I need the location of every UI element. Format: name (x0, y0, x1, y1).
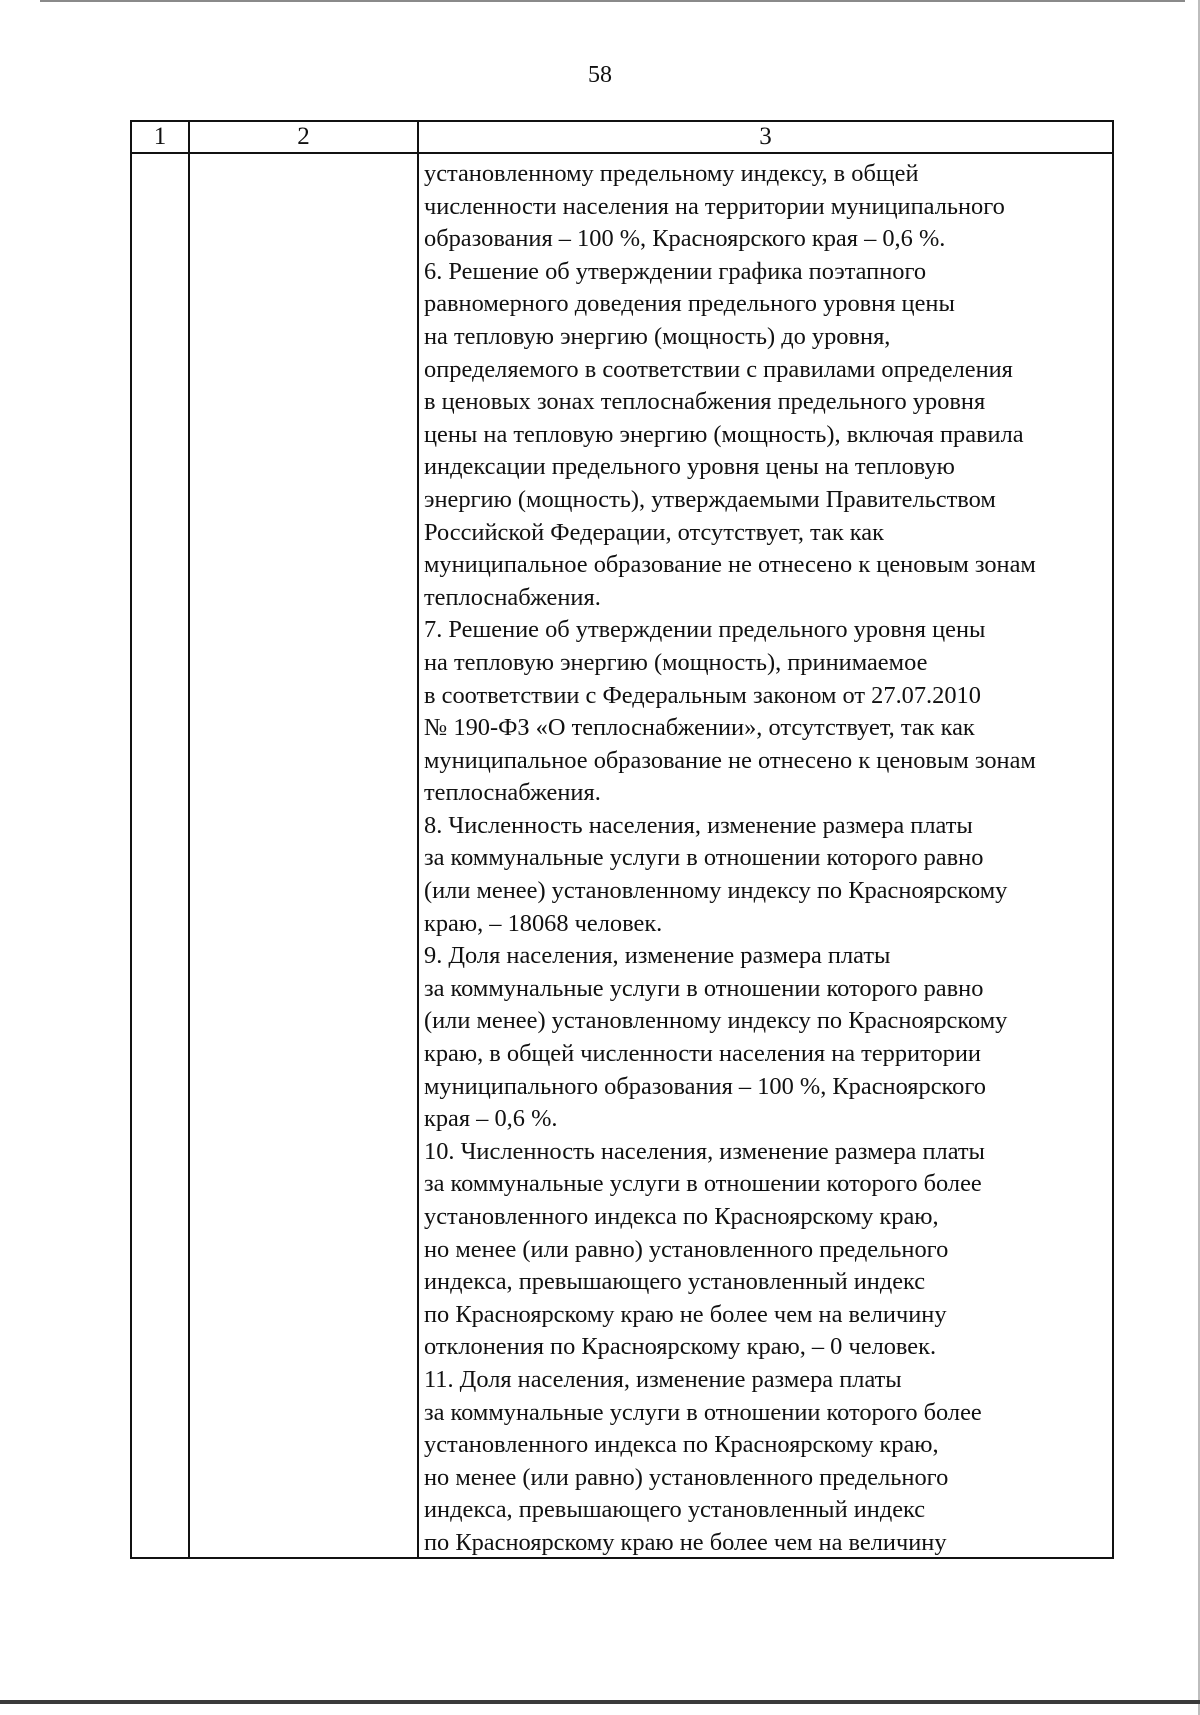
column-header-3: 3 (759, 123, 772, 150)
text-line: численности населения на территории муниципального (424, 192, 1005, 220)
text-line: муниципальное образование не отнесено к ценовым зонам (424, 551, 1036, 579)
text-line: за коммунальные услуги в отношении которого более (424, 1398, 982, 1426)
text-line: муниципальное образование не отнесено к ценовым зонам (424, 746, 1036, 774)
text-line: (или менее) установленному индексу по Красноярскому (424, 1007, 1008, 1035)
text-line: определяемого в соответствии с правилами определения (424, 355, 1013, 383)
text-line: образования – 100 %, Красноярского края – 0,6 %. (424, 225, 946, 253)
text-line: но менее (или равно) установленного предельного (424, 1463, 949, 1491)
text-line: энергию (мощность), утверждаемыми Правительством (424, 485, 996, 513)
text-line: на тепловую энергию (мощность), принимаемое (424, 648, 928, 676)
text-line: за коммунальные услуги в отношении которого более (424, 1170, 982, 1198)
text-line: краю, в общей численности населения на территории (424, 1040, 981, 1068)
text-line: индексации предельного уровня цены на тепловую (424, 453, 955, 481)
text-line: края – 0,6 %. (424, 1105, 558, 1133)
text-line: краю, – 18068 человек. (424, 909, 663, 937)
text-line: индекса, превышающего установленный индекс (424, 1268, 926, 1296)
text-line: индекса, превышающего установленный индекс (424, 1496, 926, 1524)
text-line: по Красноярскому краю не более чем на величину (424, 1300, 947, 1328)
column-3-text (424, 158, 1114, 1560)
text-line: по Красноярскому краю не более чем на величину (424, 1528, 947, 1556)
text-line: равномерного доведения предельного уровня цены (424, 290, 955, 318)
text-line: в ценовых зонах теплоснабжения предельного уровня (424, 388, 986, 416)
text-line: 7. Решение об утверждении предельного уровня цены (424, 616, 986, 644)
scan-edge-bottom (0, 1700, 1200, 1704)
text-line: Российской Федерации, отсутствует, так как (424, 518, 884, 546)
text-line: но менее (или равно) установленного предельного (424, 1235, 949, 1263)
text-line: 11. Доля населения, изменение размера платы (424, 1365, 902, 1393)
text-line: теплоснабжения. (424, 583, 601, 611)
column-divider-2 (417, 122, 419, 1557)
text-line: (или менее) установленному индексу по Красноярскому (424, 877, 1008, 905)
text-line: 10. Численность населения, изменение размера платы (424, 1137, 985, 1165)
text-line: установленного индекса по Красноярскому краю, (424, 1431, 939, 1459)
header-divider (132, 152, 1112, 154)
text-line: теплоснабжения. (424, 779, 601, 807)
column-header-2: 2 (297, 123, 310, 150)
text-line: за коммунальные услуги в отношении которого равно (424, 844, 984, 872)
text-line: установленного индекса по Красноярскому краю, (424, 1203, 939, 1230)
text-line: отклонения по Красноярскому краю, – 0 человек. (424, 1333, 937, 1361)
text-line: муниципального образования – 100 %, Красноярского (424, 1072, 986, 1100)
page-number: 58 (588, 62, 612, 88)
column-header-1: 1 (153, 123, 167, 150)
column-divider-1 (188, 122, 190, 1557)
text-line: 6. Решение об утверждении графика поэтапного (424, 257, 927, 285)
text-line: цены на тепловую энергию (мощность), включая правила (424, 420, 1024, 448)
text-line: за коммунальные услуги в отношении которого равно (424, 974, 984, 1002)
text-line: на тепловую энергию (мощность) до уровня, (424, 322, 891, 350)
text-line: 9. Доля населения, изменение размера платы (424, 942, 891, 970)
text-line: 8. Численность населения, изменение размера платы (424, 811, 973, 839)
text-line: № 190-ФЗ «О теплоснабжении», отсутствует, так как (424, 714, 975, 742)
text-line: установленному предельному индексу, в общей (424, 160, 919, 187)
text-line: в соответствии с Федеральным законом от 27.07.2010 (424, 681, 981, 709)
scan-edge-top (40, 0, 1185, 2)
document-table (130, 120, 1114, 1559)
